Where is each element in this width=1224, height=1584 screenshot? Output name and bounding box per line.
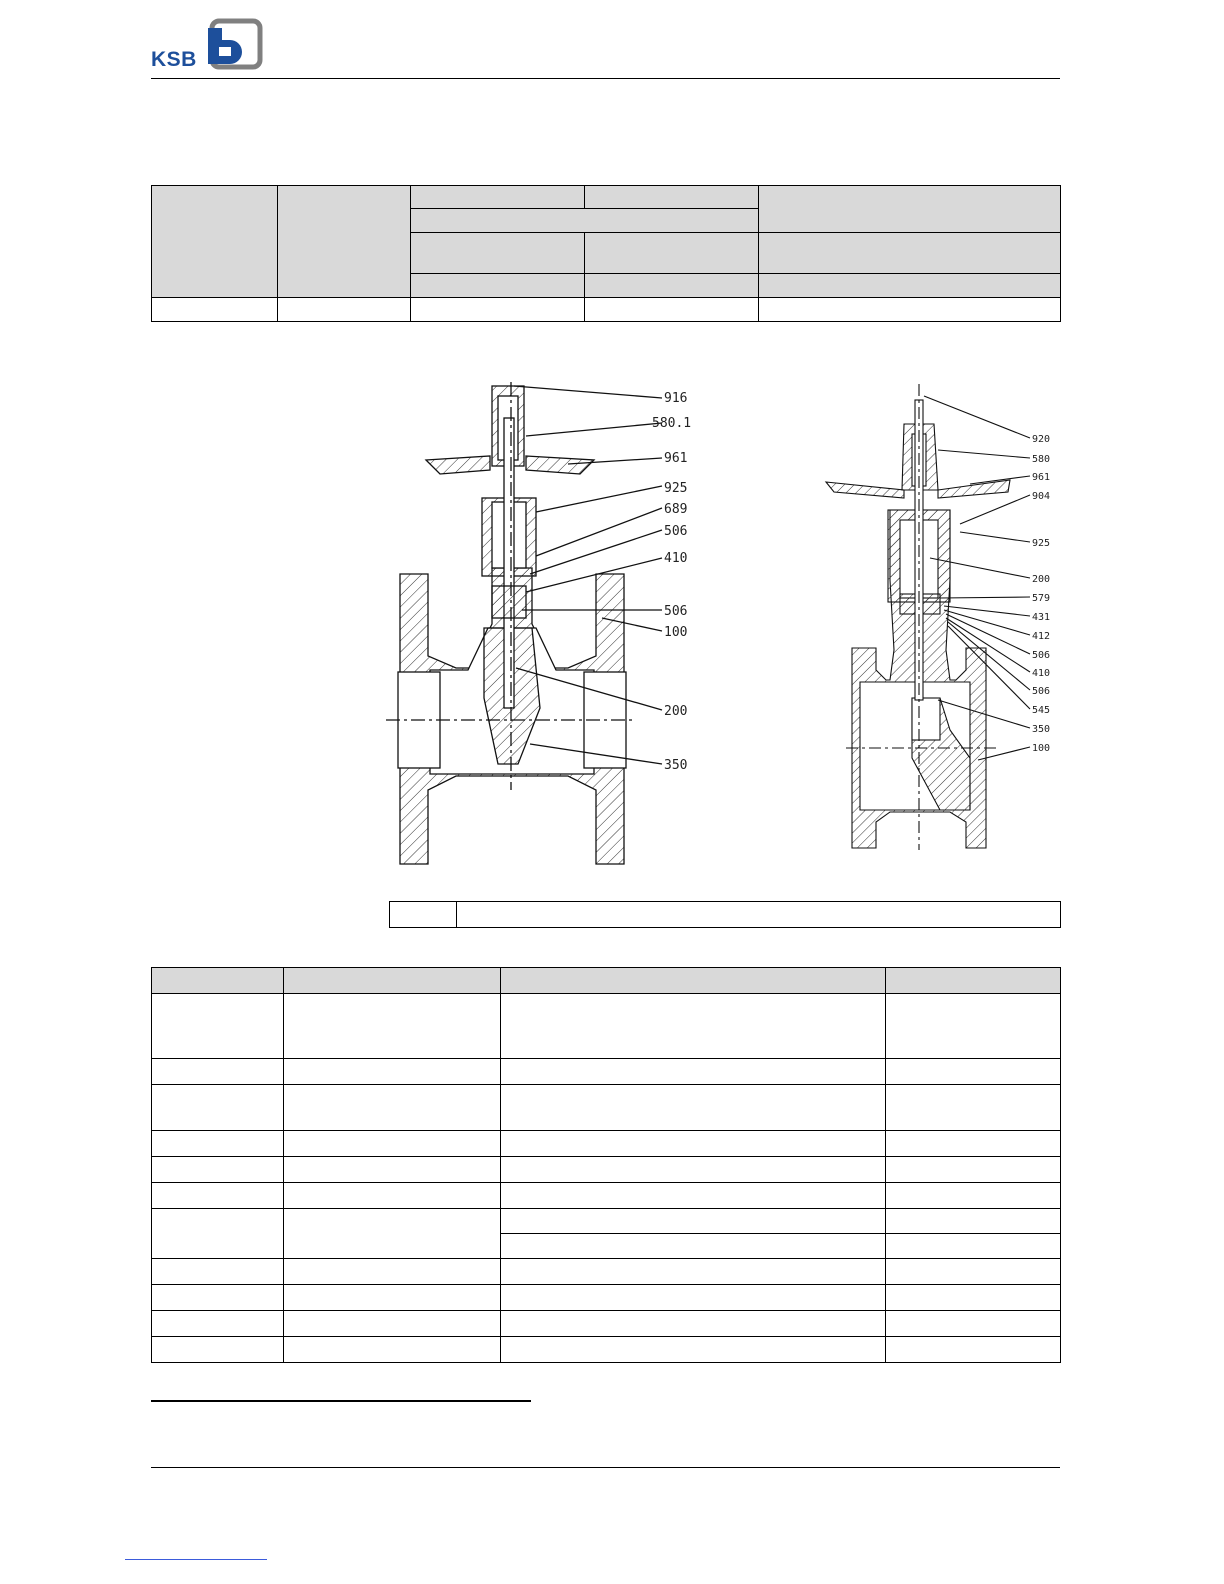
spec-table [151,185,1061,322]
part-label: 925 [1032,538,1051,549]
table-row [152,1259,1061,1285]
part-label: 506 [664,604,688,619]
spec-header-cell [411,274,585,298]
part-label: 200 [1032,574,1051,585]
gate-valve-sectional-drawing-left [380,378,720,868]
footnote-rule [151,1400,531,1402]
spec-header-cell [759,233,1061,274]
spec-header-cell [759,274,1061,298]
table-row [152,994,1061,1059]
parts-list-table [151,967,1061,1363]
footer-rule [151,1467,1060,1468]
ksb-logo-mark-icon [150,18,264,72]
part-label: 412 [1032,631,1051,642]
spec-header-cell [759,186,1061,233]
part-label: 200 [664,704,688,719]
part-label: 100 [1032,743,1051,754]
part-label: 350 [664,758,688,773]
part-label: 961 [664,451,688,466]
spec-header-cell [411,186,585,209]
spec-data-cell [152,298,278,322]
table-row [152,1131,1061,1157]
table-row [152,1059,1061,1085]
header-rule [151,78,1060,79]
table-row [152,1285,1061,1311]
table-row [152,1337,1061,1363]
part-label: 916 [664,391,688,406]
table-row [152,1209,1061,1234]
caption-divider [456,902,457,927]
parts-header-cell [886,968,1061,994]
part-label: 410 [1032,668,1051,679]
part-label: 431 [1032,612,1051,623]
table-row [152,1183,1061,1209]
brand-logo-text: KSB [151,48,197,71]
part-label: 410 [664,551,688,566]
spec-data-cell [759,298,1061,322]
part-label: 580 [1032,454,1051,465]
part-label: 925 [664,481,688,496]
parts-header-cell [501,968,886,994]
table-row [152,1157,1061,1183]
link-underline[interactable] [125,1559,267,1560]
part-label: 689 [664,502,688,517]
gate-valve-sectional-drawing-right [820,380,1070,855]
part-label: 545 [1032,705,1051,716]
spec-data-cell [411,298,585,322]
spec-data-cell [585,298,759,322]
spec-data-cell [278,298,411,322]
spec-header-cell [411,209,759,233]
spec-header-cell [585,274,759,298]
part-label: 904 [1032,491,1051,502]
part-label: 506 [664,524,688,539]
spec-header-cell [278,186,411,298]
spec-header-cell [152,186,278,298]
part-label: 580.1 [652,416,692,431]
part-label: 506 [1032,650,1051,661]
part-label: 579 [1032,593,1051,604]
part-label: 961 [1032,472,1051,483]
part-label: 506 [1032,686,1051,697]
table-row [152,1085,1061,1131]
part-label: 350 [1032,724,1051,735]
spec-header-cell [585,186,759,209]
spec-header-cell [411,233,585,274]
parts-header-cell [152,968,284,994]
parts-header-cell [284,968,501,994]
table-row [152,1311,1061,1337]
part-label: 920 [1032,434,1051,445]
figure-caption-box [389,901,1061,928]
spec-header-cell [585,233,759,274]
part-label: 100 [664,625,688,640]
